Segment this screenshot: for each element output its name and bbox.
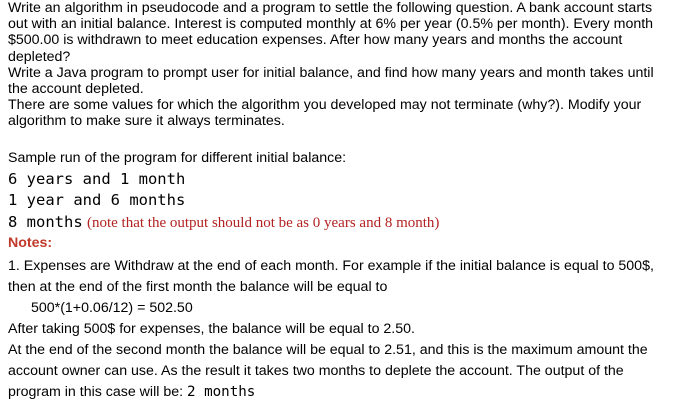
note-second-month — [8, 340, 672, 403]
intro-paragraph-2: Write a Java program to prompt user for initial balance, and find how many years and month takes until the account depleted. — [8, 64, 654, 98]
note-output: 2 months — [187, 384, 256, 400]
note-item-1: 1. Expenses are Withdraw at the end of each month. For example if the initial balance is equal to 500$, then at the end of the first month the balance will be equal to — [8, 258, 654, 295]
intro-paragraph-3: There are some values for which the algorithm you developed may not terminate (why?). Modify your algorithm to make sure it always terminates. — [8, 97, 642, 130]
sample-run-heading: Sample run of the program for different initial balance: — [8, 150, 347, 166]
note-formula: 500*(1+0.06/12) = 502.50 — [31, 300, 193, 316]
notes-body — [8, 256, 672, 403]
sample-output-3: 8 months — [8, 213, 83, 231]
sample-output-3-note: (note that the output should not be as 0 years and 8 month) — [86, 215, 440, 231]
document-body — [8, 0, 672, 400]
sample-output-1: 6 years and 1 month — [8, 170, 186, 188]
sample-output-2: 1 year and 6 months — [8, 191, 186, 209]
intro-paragraph-1: Write an algorithm in pseudocode and a program to settle the following question. A bank account starts out with an initial balance. Interest is computed monthly at 6% per year (0.5% per month). Every month $500.00 is withdrawn to meet education expenses. After how many years and months the account depleted? — [8, 0, 654, 65]
sample-output-3-row — [8, 213, 439, 233]
notes-title: Notes: — [8, 235, 53, 251]
problem-statement — [8, 0, 672, 130]
note-after-expense: After taking 500$ for expenses, the balance will be equal to 2.50. — [8, 321, 415, 337]
note-second-month-text: At the end of the second month the balance will be equal to 2.51, and this is the maximum amount the account owner can use. As the result it takes two months to deplete the account. The output of the program in this case will be: — [8, 342, 648, 400]
